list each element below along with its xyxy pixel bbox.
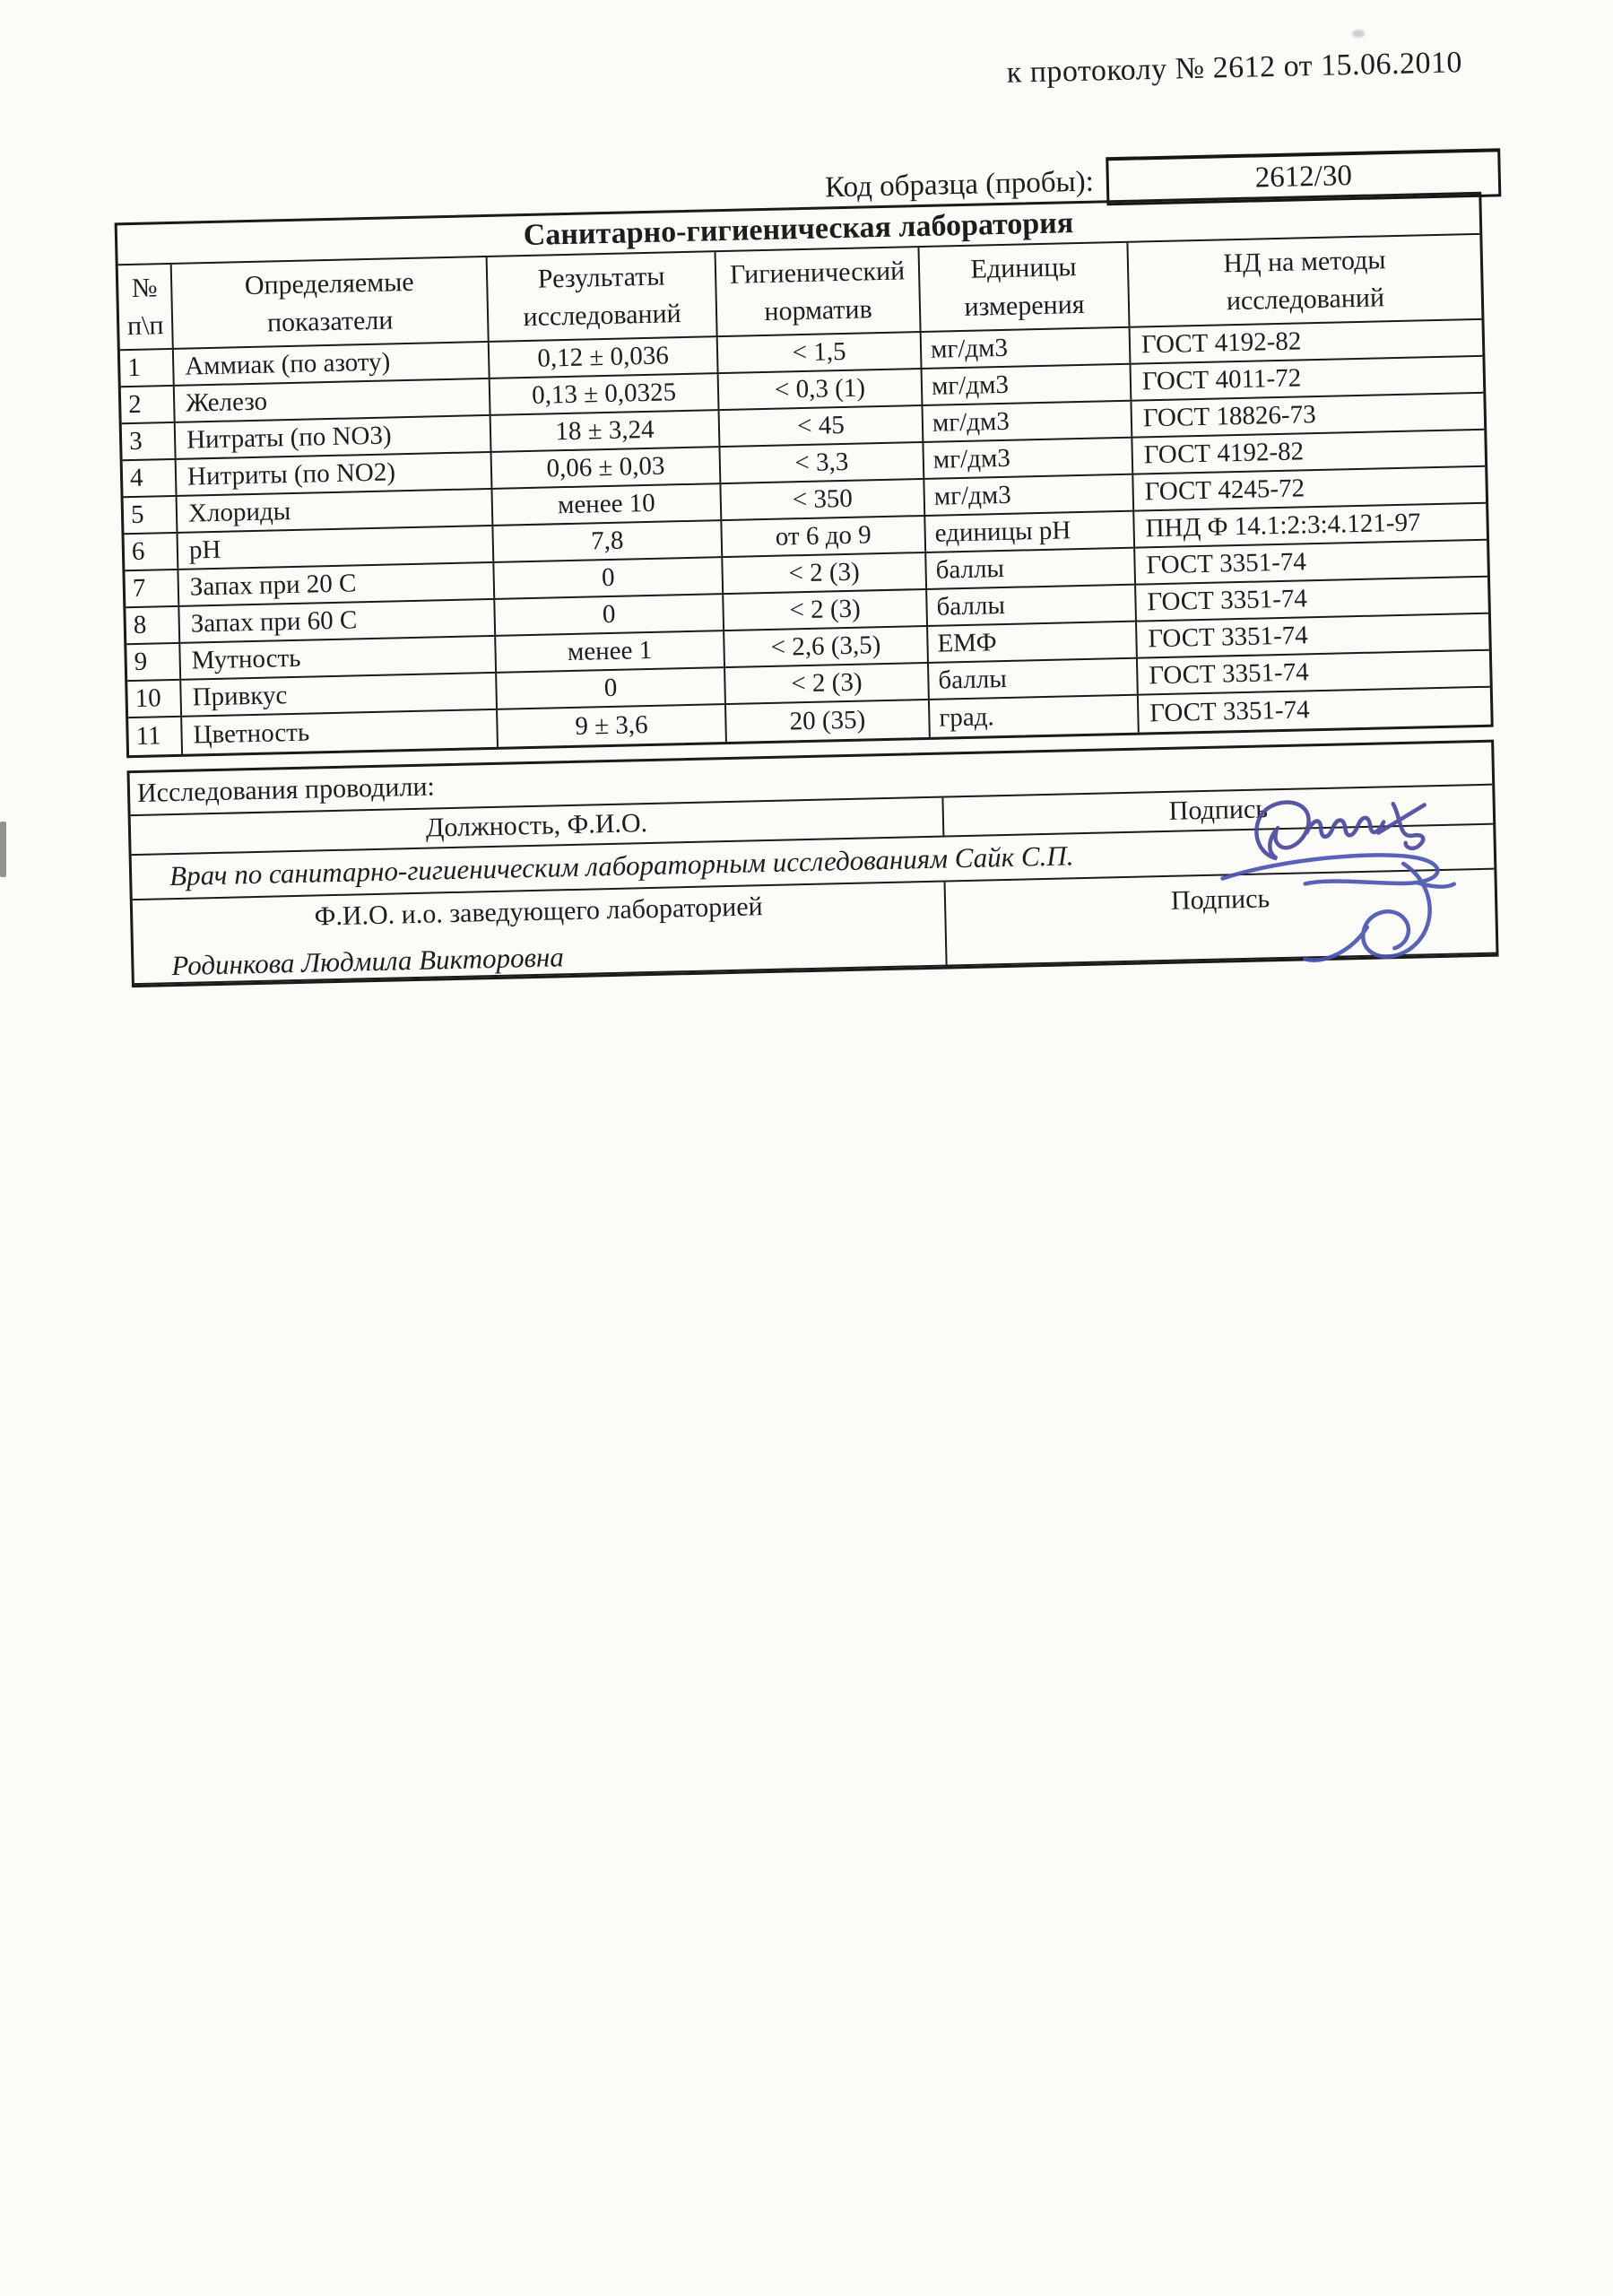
- cell-num: 9: [126, 644, 181, 680]
- cell-num: 3: [122, 423, 177, 459]
- cell-method: ГОСТ 18826-73: [1142, 400, 1316, 433]
- cell-num: 1: [120, 350, 175, 386]
- cell-result: 0: [495, 595, 724, 635]
- cell-result: 0: [497, 668, 726, 709]
- signature-header-2: Подпись: [1170, 883, 1270, 916]
- cell-result: 0,06 ± 0,03: [492, 448, 722, 488]
- head-of-lab-cell: [133, 883, 948, 984]
- cell-indicator: Железо: [175, 379, 491, 422]
- cell-norm: 20 (35): [726, 700, 931, 742]
- cell-indicator: Нитриты (по NO2): [177, 453, 493, 495]
- head-fio-label: Ф.И.О. и.о. заведующего лабораторией: [314, 891, 763, 932]
- cell-indicator: Привкус: [181, 674, 498, 716]
- scan-edge-streak-artifact: [0, 822, 6, 877]
- column-header-method: НД на методы исследований: [1223, 244, 1386, 316]
- cell-units: мг/дм3: [923, 402, 1132, 441]
- column-header-units: Единицы измерения: [919, 243, 1130, 331]
- cell-norm: < 3,3: [720, 443, 924, 483]
- cell-method: ГОСТ 3351-74: [1147, 584, 1308, 617]
- cell-units: единицы pH: [925, 512, 1135, 552]
- column-header-norm: Гигиенический норматив: [716, 248, 922, 335]
- cell-units: ЕМФ: [928, 622, 1138, 662]
- sample-code-label: Код образца (пробы):: [824, 165, 1095, 204]
- cell-method: ГОСТ 4192-82: [1140, 326, 1302, 360]
- protocol-reference: к протоколу № 2612 от 15.06.2010: [1006, 46, 1463, 90]
- cell-result: 18 ± 3,24: [491, 411, 721, 451]
- results-table: [115, 192, 1494, 758]
- cell-method: ГОСТ 3351-74: [1146, 547, 1307, 580]
- cell-result: 9 ± 3,6: [498, 705, 727, 747]
- cell-num: 11: [128, 718, 183, 755]
- doctor-position-line: Врач по санитарно-гигиеническим лабораторным исследованиям Сайк С.П.: [169, 839, 1074, 892]
- signatures-table: [126, 740, 1498, 988]
- cell-indicator: Цветность: [182, 710, 499, 754]
- cell-result: 0,13 ± 0,0325: [490, 374, 720, 414]
- column-header-num: № п\п: [118, 265, 174, 349]
- signature-header: Подпись: [1168, 794, 1269, 826]
- cell-units: мг/дм3: [922, 328, 1132, 368]
- cell-indicator: pH: [178, 526, 494, 569]
- cell-indicator: Мутность: [180, 637, 497, 679]
- table-title: Санитарно-гигиеническая лаборатория: [117, 195, 1480, 265]
- cell-result: 0,12 ± 0,036: [490, 337, 719, 378]
- cell-result: 7,8: [493, 521, 723, 561]
- cell-units: град.: [930, 696, 1140, 737]
- cell-result: менее 10: [492, 484, 722, 525]
- cell-method: ПНД Ф 14.1:2:3:4.121-97: [1145, 508, 1421, 544]
- cell-norm: < 350: [721, 480, 925, 519]
- cell-indicator: Хлориды: [178, 490, 494, 532]
- cell-method: ГОСТ 3351-74: [1148, 621, 1309, 654]
- cell-units: баллы: [929, 659, 1139, 699]
- sample-code-value: 2612/30: [1254, 160, 1353, 195]
- cell-result: менее 1: [496, 631, 725, 672]
- cell-num: 10: [127, 681, 182, 717]
- cell-method: ГОСТ 3351-74: [1149, 657, 1310, 691]
- cell-indicator: Аммиак (по азоту): [174, 343, 490, 385]
- cell-num: 5: [124, 497, 178, 533]
- cell-norm: < 45: [720, 406, 924, 446]
- cell-norm: < 2 (3): [724, 590, 928, 630]
- cell-norm: от 6 до 9: [722, 517, 926, 556]
- document-content: [110, 21, 1498, 993]
- head-name: Родинкова Людмила Викторовна: [171, 941, 565, 982]
- cell-method: ГОСТ 3351-74: [1149, 695, 1310, 728]
- cell-units: мг/дм3: [924, 475, 1134, 515]
- cell-num: 4: [123, 460, 178, 496]
- cell-norm: < 1,5: [718, 333, 923, 372]
- column-header-indicator: Определяемые показатели: [172, 257, 490, 348]
- performed-by-label: Исследования проводили:: [136, 771, 436, 808]
- cell-num: 8: [126, 607, 180, 643]
- column-header-result: Результаты исследований: [488, 252, 718, 341]
- position-fio-header: Должность, Ф.И.О.: [131, 798, 945, 855]
- cell-units: баллы: [927, 586, 1137, 625]
- cell-num: 7: [125, 570, 179, 606]
- cell-indicator: Запах при 60 С: [179, 600, 496, 642]
- cell-units: мг/дм3: [924, 439, 1133, 478]
- cell-num: 2: [121, 387, 176, 422]
- cell-result: 0: [494, 558, 724, 598]
- cell-norm: < 2 (3): [723, 553, 927, 593]
- cell-method: ГОСТ 4011-72: [1141, 363, 1302, 396]
- cell-num: 6: [125, 534, 179, 570]
- cell-method: ГОСТ 4245-72: [1144, 474, 1305, 507]
- cell-method: ГОСТ 4192-82: [1143, 437, 1305, 470]
- cell-norm: < 0,3 (1): [719, 370, 924, 409]
- cell-norm: < 2,6 (3,5): [724, 627, 929, 666]
- cell-indicator: Нитраты (по NO3): [176, 416, 492, 458]
- cell-units: мг/дм3: [923, 365, 1132, 404]
- cell-indicator: Запах при 20 С: [178, 563, 495, 605]
- cell-norm: < 2 (3): [725, 664, 930, 703]
- cell-units: баллы: [926, 549, 1136, 588]
